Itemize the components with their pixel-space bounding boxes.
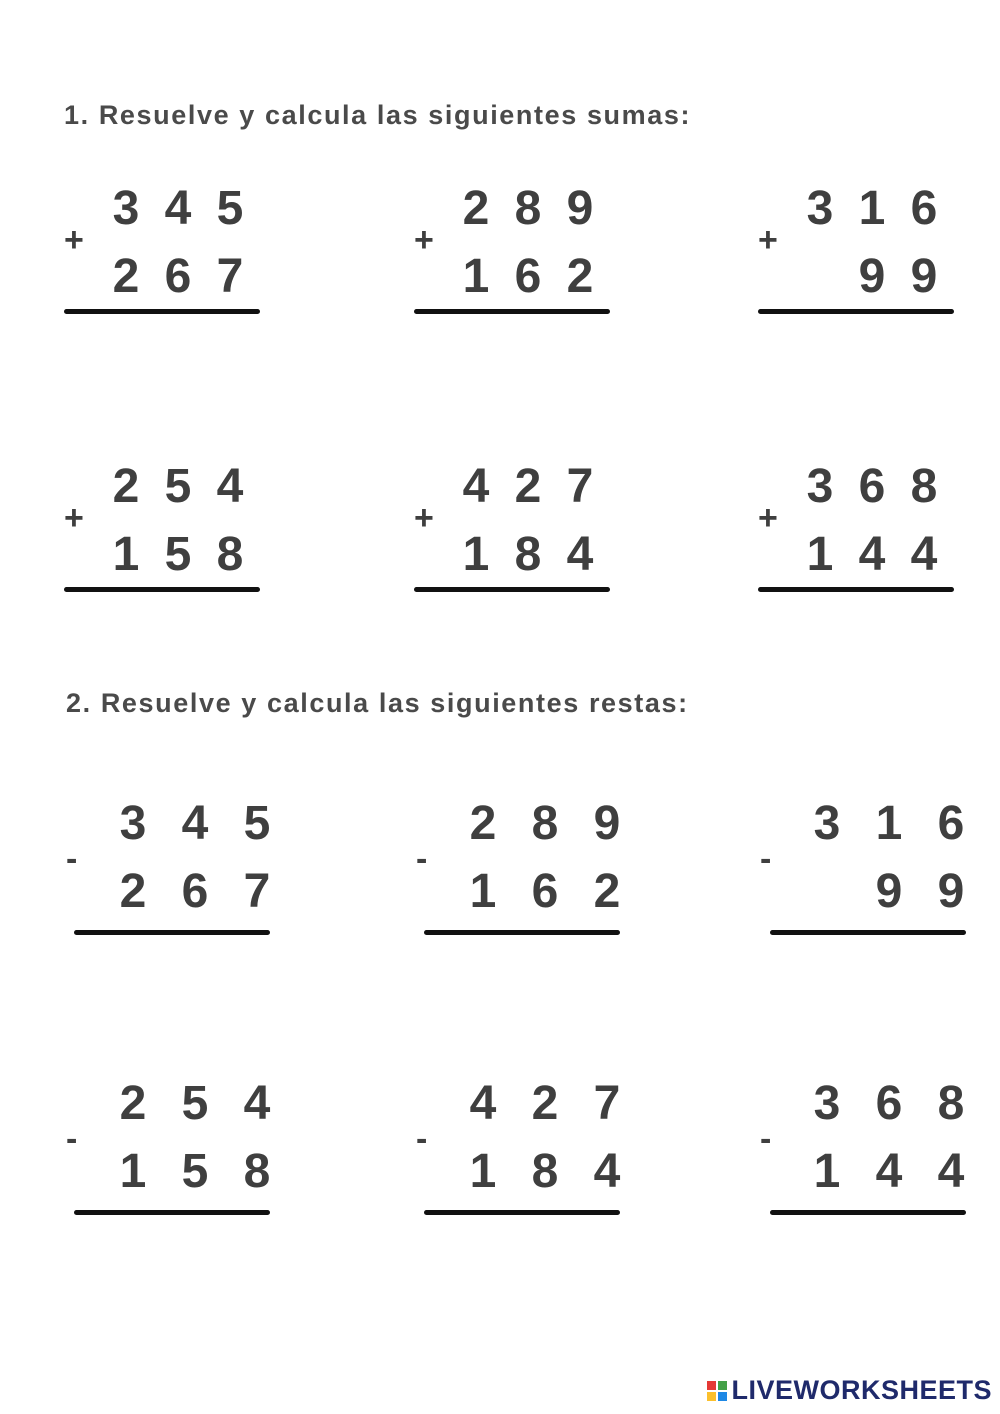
plus-sign: + (758, 499, 778, 537)
digit: 4 (566, 528, 594, 581)
digit: 8 (910, 460, 938, 513)
answer-line (414, 309, 610, 314)
plus-sign: + (414, 221, 434, 259)
digit: 3 (112, 182, 140, 235)
digit: 6 (910, 182, 938, 235)
minuend-number (796, 1077, 982, 1130)
minuend-number (102, 797, 288, 850)
digit: 8 (243, 1145, 271, 1198)
digit: 6 (937, 797, 965, 850)
answer-line (758, 309, 954, 314)
second-number (102, 865, 288, 918)
digit: 2 (119, 865, 147, 918)
digit: 4 (243, 1077, 271, 1130)
digit: 1 (858, 182, 886, 235)
digit: 5 (164, 528, 192, 581)
digit: 8 (514, 182, 542, 235)
digit: 1 (112, 528, 140, 581)
digit: 4 (462, 460, 490, 513)
second-number (452, 865, 638, 918)
minus-sign: - (760, 840, 772, 878)
section-title-subtractions: 2. Resuelve y calcula las siguientes restas: (66, 688, 689, 718)
second-number (858, 865, 982, 918)
digit: 6 (514, 250, 542, 303)
digit: 4 (164, 182, 192, 235)
minuend-number (450, 182, 606, 235)
digit: 4 (937, 1145, 965, 1198)
subtraction-problem (64, 797, 294, 960)
digit: 2 (531, 1077, 559, 1130)
second-number (450, 528, 606, 581)
digit: 9 (593, 797, 621, 850)
digit: 4 (858, 528, 886, 581)
digit: 8 (937, 1077, 965, 1130)
digit: 1 (469, 1145, 497, 1198)
digit: 2 (514, 460, 542, 513)
digit: 2 (112, 250, 140, 303)
plus-sign: + (64, 499, 84, 537)
digit: 1 (806, 528, 834, 581)
minuend-number (102, 1077, 288, 1130)
digit: 5 (181, 1077, 209, 1130)
digit: 5 (243, 797, 271, 850)
digit: 9 (566, 182, 594, 235)
digit: 1 (469, 865, 497, 918)
addition-problem (64, 460, 294, 623)
digit: 6 (858, 460, 886, 513)
digit: 8 (531, 797, 559, 850)
answer-line (424, 1210, 620, 1215)
liveworksheets-logo-icon (707, 1381, 727, 1401)
addition-problem (64, 182, 294, 345)
subtraction-problem (414, 1077, 644, 1240)
subtraction-problem (758, 1077, 988, 1240)
digit: 5 (181, 1145, 209, 1198)
digit: 6 (875, 1077, 903, 1130)
answer-line (64, 587, 260, 592)
minuend-number (100, 182, 256, 235)
digit: 6 (531, 865, 559, 918)
digit: 4 (469, 1077, 497, 1130)
digit: 1 (875, 797, 903, 850)
section-title-sums: 1. Resuelve y calcula las siguientes sumas: (64, 100, 692, 130)
digit: 7 (216, 250, 244, 303)
second-number (102, 1145, 288, 1198)
digit: 3 (806, 182, 834, 235)
digit: 3 (813, 797, 841, 850)
minuend-number (794, 182, 950, 235)
second-number (100, 250, 256, 303)
answer-line (74, 1210, 270, 1215)
digit: 8 (514, 528, 542, 581)
digit: 2 (119, 1077, 147, 1130)
digit: 4 (593, 1145, 621, 1198)
plus-sign: + (64, 221, 84, 259)
addition-problem (414, 460, 644, 623)
digit: 2 (593, 865, 621, 918)
digit: 9 (937, 865, 965, 918)
liveworksheets-brand-text: LIVEWORKSHEETS (731, 1375, 992, 1405)
digit: 2 (469, 797, 497, 850)
digit: 2 (566, 250, 594, 303)
minuend-number (450, 460, 606, 513)
answer-line (424, 930, 620, 935)
digit: 2 (112, 460, 140, 513)
answer-line (770, 930, 966, 935)
addition-problem (758, 182, 988, 345)
answer-line (758, 587, 954, 592)
second-number (452, 1145, 638, 1198)
digit: 3 (806, 460, 834, 513)
second-number (796, 1145, 982, 1198)
digit: 1 (119, 1145, 147, 1198)
digit: 9 (910, 250, 938, 303)
digit: 4 (910, 528, 938, 581)
digit: 7 (566, 460, 594, 513)
digit: 6 (164, 250, 192, 303)
digit: 7 (593, 1077, 621, 1130)
digit: 4 (875, 1145, 903, 1198)
second-number (100, 528, 256, 581)
minus-sign: - (760, 1120, 772, 1158)
digit: 9 (858, 250, 886, 303)
answer-line (414, 587, 610, 592)
minuend-number (100, 460, 256, 513)
answer-line (64, 309, 260, 314)
minus-sign: - (416, 1120, 428, 1158)
digit: 2 (462, 182, 490, 235)
second-number (846, 250, 950, 303)
plus-sign: + (414, 499, 434, 537)
digit: 7 (243, 865, 271, 918)
subtraction-problem (64, 1077, 294, 1240)
digit: 4 (216, 460, 244, 513)
second-number (450, 250, 606, 303)
digit: 1 (462, 528, 490, 581)
subtraction-problem (414, 797, 644, 960)
answer-line (74, 930, 270, 935)
answer-line (770, 1210, 966, 1215)
digit: 5 (164, 460, 192, 513)
digit: 3 (813, 1077, 841, 1130)
second-number (794, 528, 950, 581)
minus-sign: - (66, 1120, 78, 1158)
digit: 1 (813, 1145, 841, 1198)
liveworksheets-logo (707, 1375, 992, 1406)
minus-sign: - (66, 840, 78, 878)
minuend-number (794, 460, 950, 513)
digit: 3 (119, 797, 147, 850)
digit: 8 (216, 528, 244, 581)
digit: 1 (462, 250, 490, 303)
subtraction-problem (758, 797, 988, 960)
minuend-number (452, 797, 638, 850)
addition-problem (414, 182, 644, 345)
digit: 6 (181, 865, 209, 918)
digit: 4 (181, 797, 209, 850)
digit: 8 (531, 1145, 559, 1198)
addition-problem (758, 460, 988, 623)
minuend-number (796, 797, 982, 850)
minus-sign: - (416, 840, 428, 878)
plus-sign: + (758, 221, 778, 259)
digit: 9 (875, 865, 903, 918)
digit: 5 (216, 182, 244, 235)
minuend-number (452, 1077, 638, 1130)
